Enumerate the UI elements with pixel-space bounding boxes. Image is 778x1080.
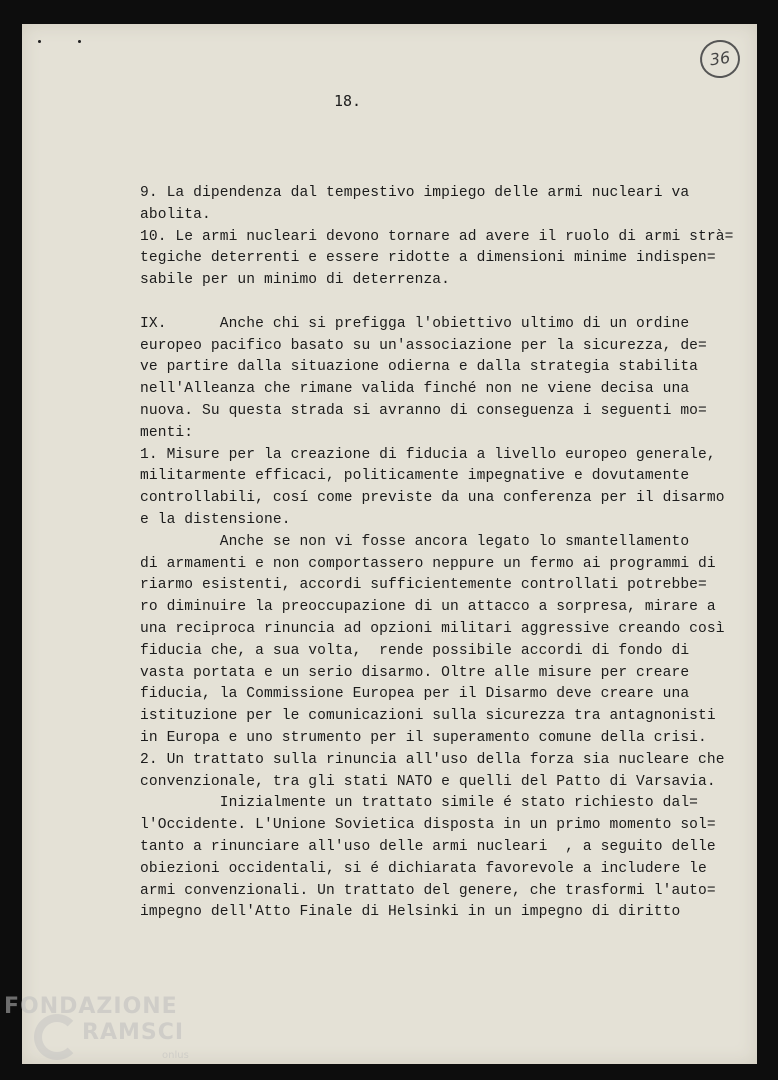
text-line: fiducia, la Commissione Europea per il Disarmo deve creare una [140, 686, 690, 703]
text-line: tegiche deterrenti e essere ridotte a dimensioni minime indispen= [140, 250, 716, 267]
text-line: e la distensione. [140, 511, 291, 528]
fondazione-gramsci-watermark [4, 994, 204, 1074]
blank-line [140, 292, 740, 314]
text-line: obiezioni occidentali, si é dichiarata favorevole a includere le [140, 860, 707, 877]
text-line: convenzionale, tra gli stati NATO e quelli del Patto di Varsavia. [140, 773, 716, 790]
text-line: menti: [140, 424, 194, 441]
text-line: fiducia che, a sua volta, rende possibile accordi di fondo di [140, 642, 690, 659]
text-line: ve partire dalla situazione odierna e dalla strategia stabilita [140, 359, 699, 376]
text-line: vasta portata e un serio disarmo. Oltre alle misure per creare [140, 664, 690, 681]
text-line: impegno dell'Atto Finale di Helsinki in un impegno di diritto [140, 904, 681, 921]
text-line: Anche se non vi fosse ancora legato lo smantellamento [140, 533, 690, 550]
watermark-line1: FONDAZIONE [4, 994, 178, 1019]
text-line: in Europa e uno strumento per il superamento comune della crisi. [140, 729, 707, 746]
watermark-line2: RAMSCI [82, 1020, 185, 1045]
text-line: una reciproca rinuncia ad opzioni militari aggressive creando così [140, 620, 725, 637]
text-line: armi convenzionali. Un trattato del genere, che trasformi l'auto= [140, 882, 716, 899]
text-line: europeo pacifico basato su un'associazione per la sicurezza, de= [140, 337, 707, 354]
text-line: IX. Anche chi si prefigga l'obiettivo ultimo di un ordine [140, 315, 690, 332]
page-number: 18. [334, 92, 362, 110]
text-line: militarmente efficaci, politicamente impegnative e dovutamente [140, 468, 690, 485]
text-line: sabile per un minimo di deterrenza. [140, 272, 451, 289]
punch-mark-right [78, 40, 81, 43]
text-line: di armamenti e non comportassero neppure un fermo ai programmi di [140, 555, 716, 572]
text-line: nuova. Su questa strada si avranno di conseguenza i seguenti mo= [140, 402, 707, 419]
text-line: abolita. [140, 206, 211, 223]
text-line: l'Occidente. L'Unione Sovietica disposta in un primo momento sol= [140, 817, 716, 834]
archive-stamp: 36 [698, 37, 743, 80]
text-line: ro diminuire la preoccupazione di un attacco a sorpresa, mirare a [140, 599, 716, 616]
watermark-line3: onlus [162, 1050, 189, 1061]
text-line: controllabili, cosí come previste da una conferenza per il disarmo [140, 490, 725, 507]
text-line: 2. Un trattato sulla rinuncia all'uso della forza sia nucleare che [140, 751, 725, 768]
watermark-g-logo-icon [34, 1014, 80, 1060]
text-line: tanto a rinunciare all'uso delle armi nucleari , a seguito delle [140, 838, 716, 855]
text-line: 9. La dipendenza dal tempestivo impiego delle armi nucleari va [140, 185, 690, 201]
text-line: 1. Misure per la creazione di fiducia a livello europeo generale, [140, 446, 716, 463]
punch-mark-left [38, 40, 41, 43]
text-line: nell'Alleanza che rimane valida finché non ne viene decisa una [140, 381, 690, 398]
text-line: 10. Le armi nucleari devono tornare ad avere il ruolo di armi strà= [140, 228, 734, 245]
typewritten-body [140, 183, 740, 924]
text-line: Inizialmente un trattato simile é stato richiesto dal= [140, 795, 699, 812]
text-line: istituzione per le comunicazioni sulla sicurezza tra antagnonisti [140, 708, 716, 725]
text-line: riarmo esistenti, accordi sufficientemente controllati potrebbe= [140, 577, 707, 594]
